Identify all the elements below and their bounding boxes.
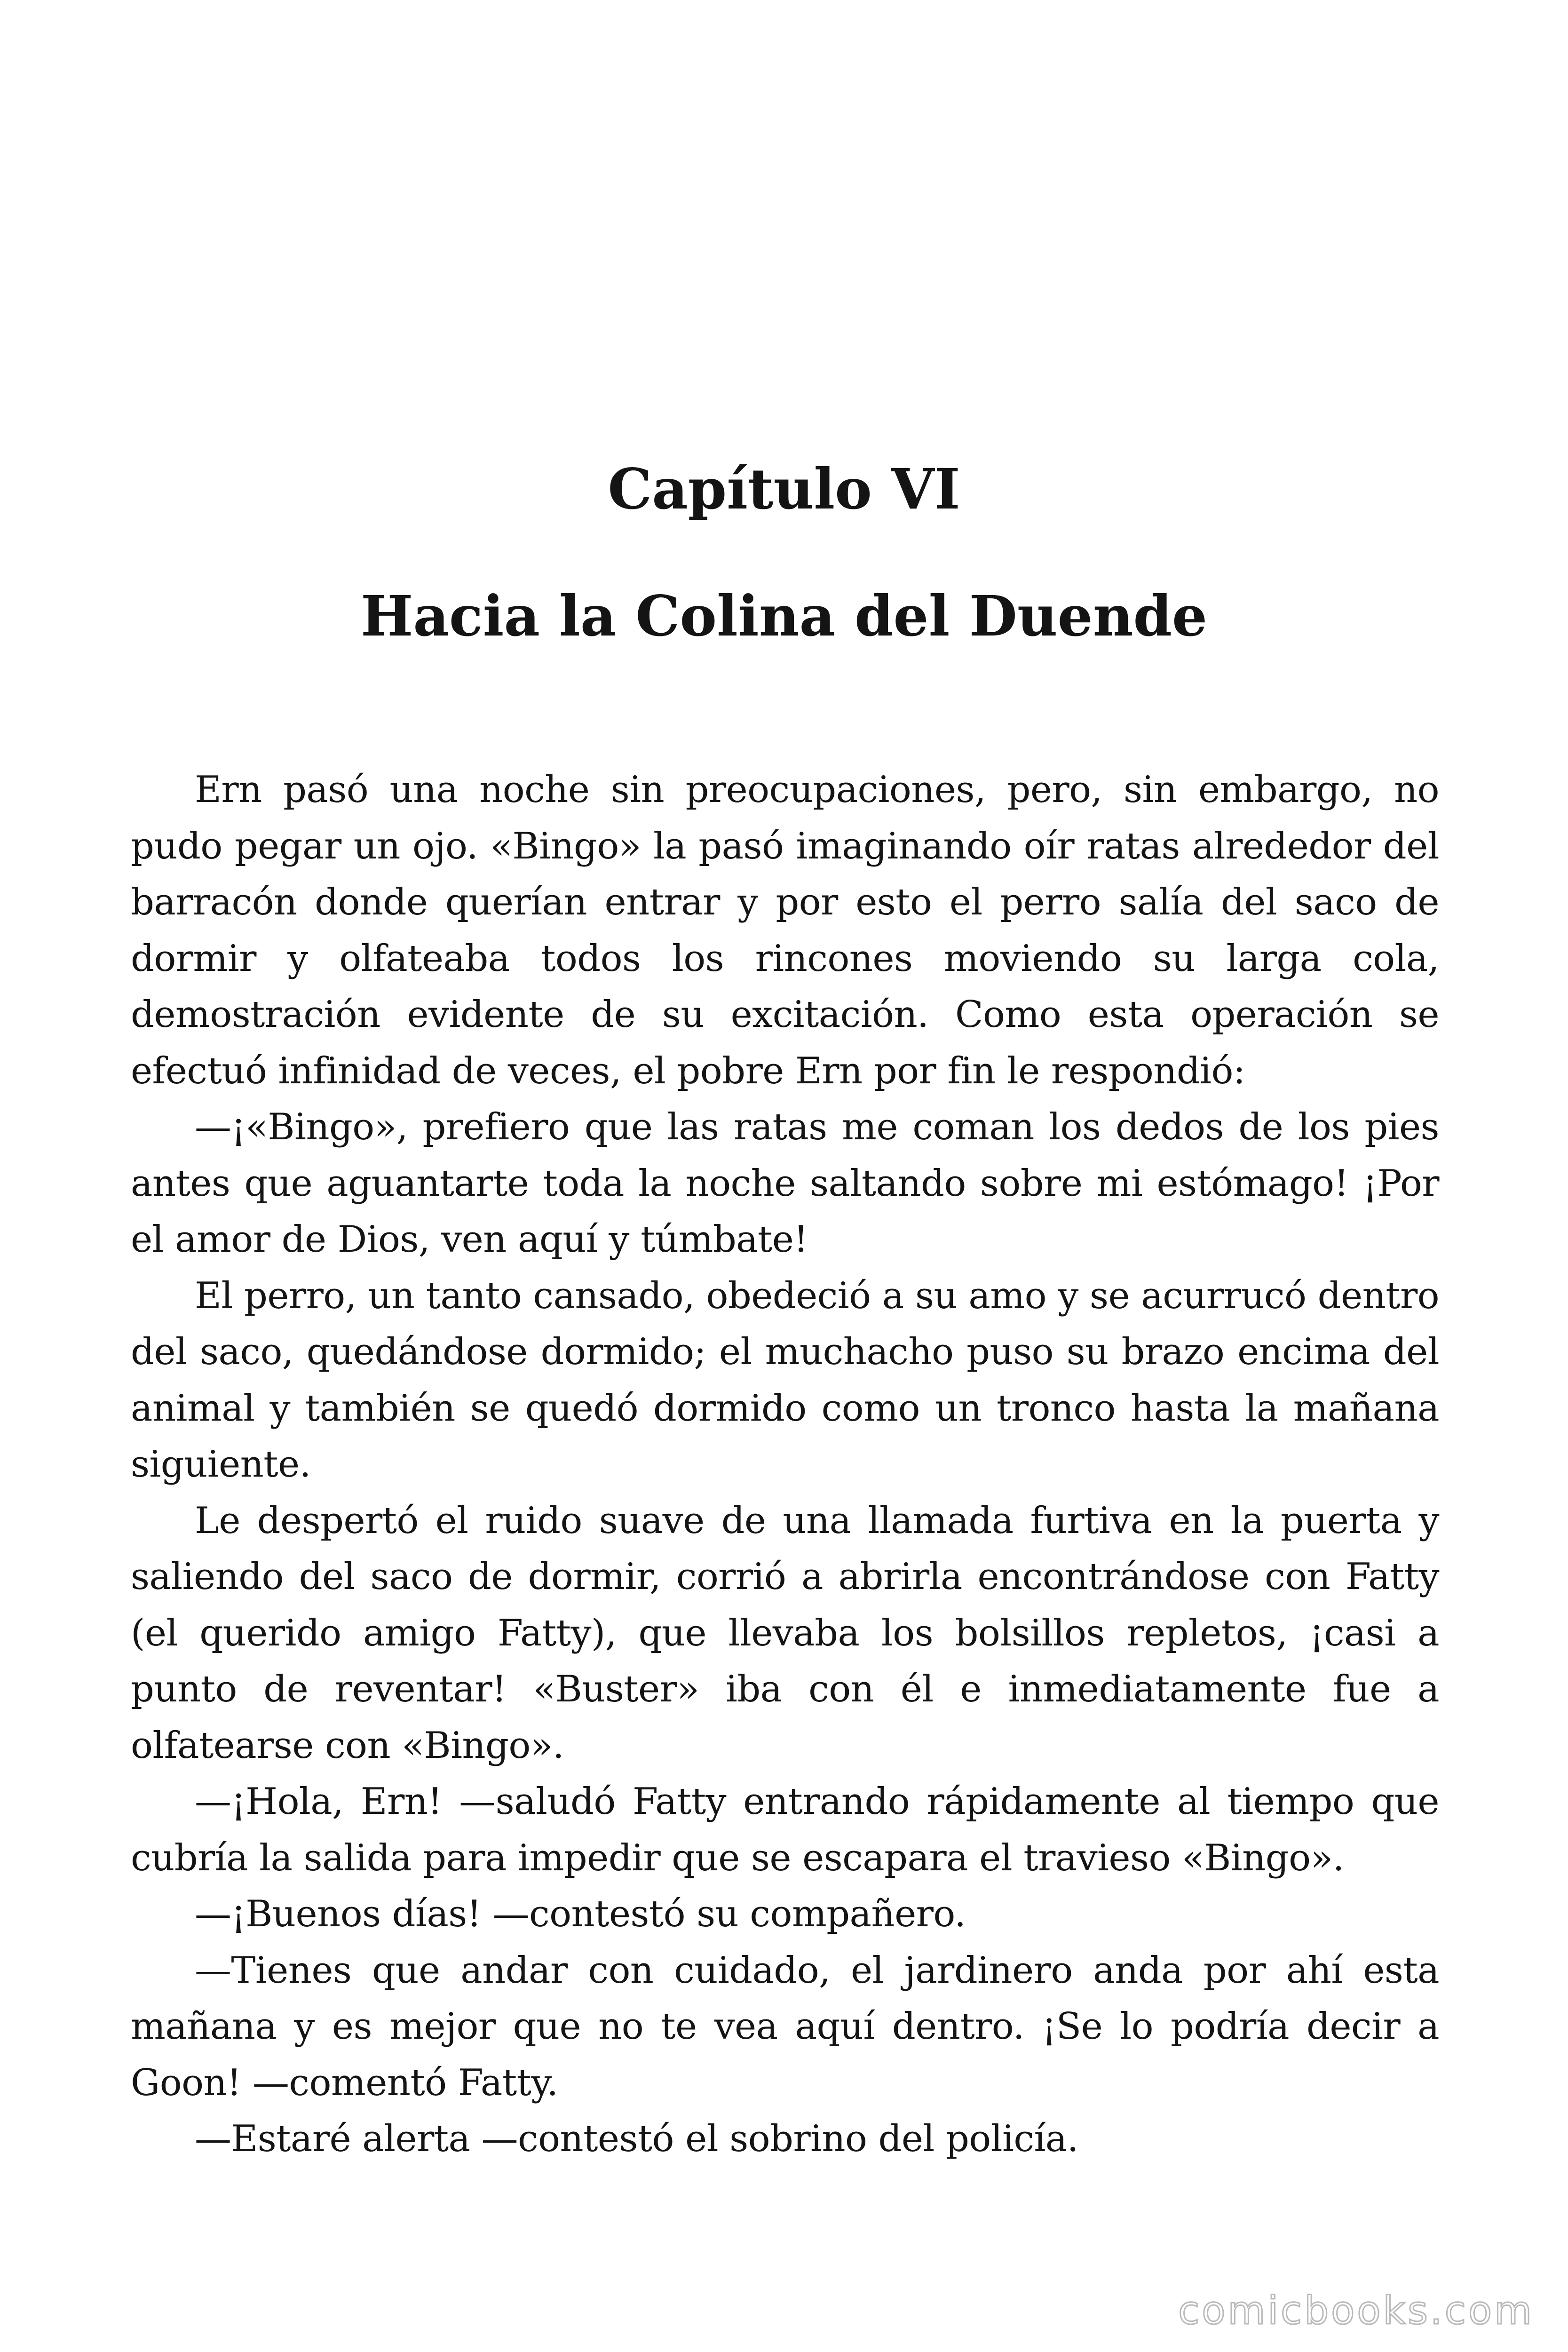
paragraph-8: —Estaré alerta —contestó el sobrino del policía.: [195, 2118, 1078, 2160]
paragraph-2: —¡«Bingo», prefiero que las ratas me coman los dedos de los pies antes que aguantarte toda la noche saltando sobre mi estómago! ¡Por el amor de Dios, ven aquí y túmbate!: [131, 1106, 1439, 1261]
paragraph-7: —Tienes que andar con cuidado, el jardinero anda por ahí esta mañana y es mejor que no te vea aquí dentro. ¡Se lo podría decir a Goon! —comentó Fatty.: [131, 1949, 1439, 2104]
paragraph-1: Ern pasó una noche sin preocupaciones, pero, sin embargo, no pudo pegar un ojo. «Bingo» la pasó imaginando oír ratas alrededor del barracón donde querían entrar y por esto el perro salía del saco de dormir y olfateaba todos los rincones moviendo su larga cola, demostración evidente de su excitación. Como esta operación se efectuó infinidad de veces, el pobre Ern por fin le respondió:: [131, 769, 1439, 1092]
paragraph-3: El perro, un tanto cansado, obedeció a su amo y se acurrucó dentro del saco, quedándose dormido; el muchacho puso su brazo encima del animal y también se quedó dormido como un tronco hasta la mañana siguiente.: [131, 1274, 1439, 1486]
chapter-body: [131, 762, 1439, 2168]
chapter-number: Capítulo VI: [608, 456, 960, 522]
paragraph-6: —¡Buenos días! —contestó su compañero.: [195, 1893, 966, 1935]
paragraph-4: Le despertó el ruido suave de una llamada furtiva en la puerta y saliendo del saco de dormir, corrió a abrirla encontrándose con Fatty (el querido amigo Fatty), que llevaba los bolsillos repletos, ¡casi a punto de reventar! «Buster» iba con él e inmediatamente fue a olfatearse con «Bingo».: [131, 1499, 1439, 1767]
chapter-title: Hacia la Colina del Duende: [360, 583, 1208, 649]
watermark: comicbooks.com: [1178, 2288, 1534, 2333]
paragraph-5: —¡Hola, Ern! —saludó Fatty entrando rápidamente al tiempo que cubría la salida para impedir que se escapara el travieso «Bingo».: [131, 1780, 1439, 1879]
